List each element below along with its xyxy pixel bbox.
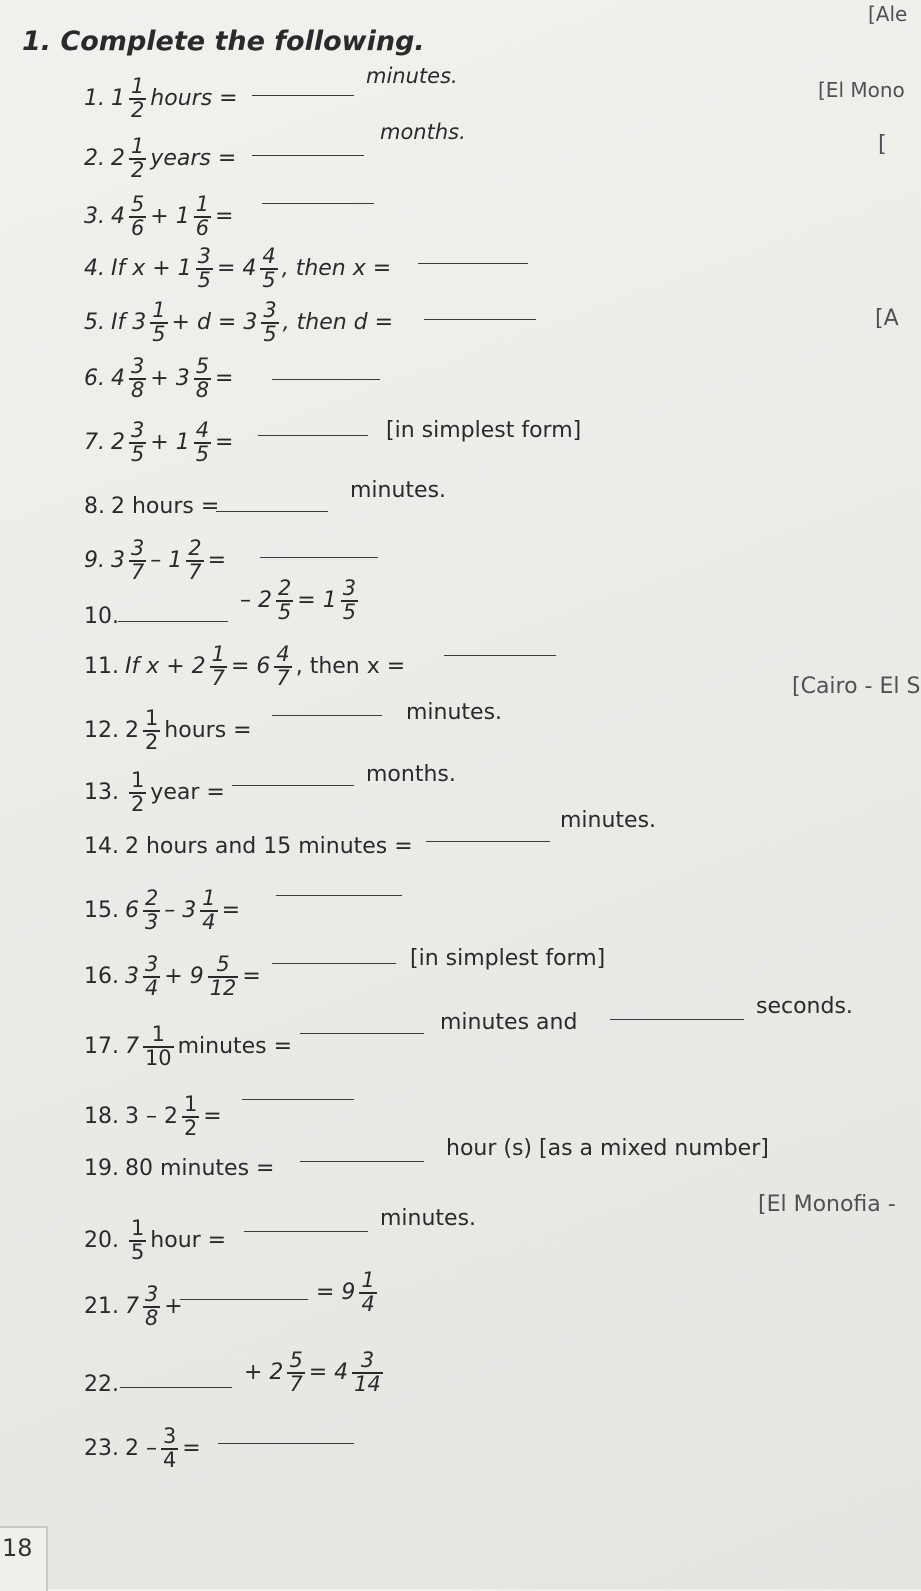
unit-label: minutes.: [350, 478, 447, 503]
answer-blank[interactable]: [252, 94, 354, 96]
operator: + 1: [150, 430, 190, 456]
question-19: [84, 1156, 274, 1181]
equals: =: [215, 204, 234, 230]
page-title: 1. Complete the following.: [22, 26, 425, 57]
answer-blank[interactable]: [272, 714, 382, 716]
side-note: [Ale: [868, 2, 908, 26]
question-20: [84, 1218, 226, 1264]
question-21: [84, 1284, 183, 1330]
question-10-expression: [240, 578, 362, 624]
answer-blank[interactable]: [300, 1160, 424, 1162]
question-number: 16.: [84, 964, 119, 990]
whole: 2: [111, 430, 125, 456]
expression: hours =: [150, 86, 238, 112]
question-12: [84, 708, 252, 754]
unit-label: seconds.: [756, 994, 853, 1019]
answer-blank[interactable]: [120, 1386, 232, 1388]
equals: =: [221, 898, 241, 924]
answer-blank[interactable]: [218, 1442, 354, 1444]
question-number: 22.: [84, 1372, 119, 1397]
question-14: [84, 834, 413, 859]
question-11: [84, 644, 405, 690]
expression: If x + 2: [125, 654, 206, 680]
unit-label: months.: [380, 120, 466, 144]
fraction: $\frac{3}{5}$: [131, 418, 145, 466]
operator: – 1: [150, 548, 183, 574]
expression: years =: [150, 146, 237, 172]
whole: 4: [111, 204, 125, 230]
fraction: $\frac{5}{12}$: [209, 952, 237, 1000]
question-6: [84, 356, 233, 402]
expression: , then x =: [281, 256, 392, 282]
whole: 3: [111, 548, 125, 574]
fraction: $\frac{3}{14}$: [354, 1348, 381, 1396]
question-4: [84, 246, 391, 292]
fraction: $\frac{3}{8}$: [145, 1282, 159, 1330]
fraction: $\frac{1}{6}$: [195, 192, 210, 240]
expression: , then d =: [282, 310, 394, 336]
question-3: [84, 194, 233, 240]
unit-label: minutes.: [380, 1206, 477, 1231]
whole: 4: [111, 366, 125, 392]
fraction: $\frac{3}{4}$: [145, 952, 159, 1000]
expression: minutes =: [177, 1034, 293, 1060]
expression: + d = 3: [171, 310, 258, 336]
operator: – 3: [164, 898, 197, 924]
answer-blank[interactable]: [424, 318, 536, 320]
expression: hours =: [164, 718, 252, 744]
answer-blank[interactable]: [272, 378, 380, 380]
fraction: $\frac{3}{7}$: [131, 536, 145, 584]
answer-blank[interactable]: [260, 556, 378, 558]
expression: 2 –: [125, 1436, 157, 1462]
side-note: [: [878, 132, 887, 157]
question-5: [84, 300, 393, 346]
unit-label: minutes and: [440, 1010, 578, 1035]
answer-blank[interactable]: [272, 962, 396, 964]
question-number: 14.: [84, 834, 119, 859]
question-number: 4.: [84, 256, 105, 282]
fraction: $\frac{1}{2}$: [145, 706, 159, 754]
expression: = 4: [308, 1360, 349, 1386]
expression: If x + 1: [111, 256, 192, 282]
expression: year =: [150, 780, 225, 806]
whole: 2: [111, 146, 125, 172]
operator: – 2: [240, 588, 272, 614]
instruction-note: [in simplest form]: [386, 418, 582, 443]
fraction: $\frac{1}{4}$: [361, 1268, 375, 1316]
unit-label: hour (s) [as a mixed number]: [446, 1136, 769, 1161]
fraction: $\frac{5}{6}$: [131, 192, 145, 240]
answer-blank[interactable]: [242, 1098, 354, 1100]
answer-blank[interactable]: [244, 1230, 368, 1232]
question-13: [84, 770, 225, 816]
side-note: [El Monofia -: [758, 1192, 896, 1217]
answer-blank[interactable]: [252, 154, 364, 156]
page-number: 18: [2, 1534, 33, 1562]
question-number: 2.: [84, 146, 105, 172]
equals: =: [215, 366, 234, 392]
question-number: 21.: [84, 1294, 119, 1320]
expression: , then x =: [295, 654, 406, 680]
answer-blank[interactable]: [276, 894, 402, 896]
equals: =: [182, 1436, 201, 1462]
operator: + 3: [150, 366, 190, 392]
answer-blank[interactable]: [180, 1298, 308, 1300]
answer-blank[interactable]: [216, 510, 328, 512]
equals: =: [215, 430, 234, 456]
question-22-expression: [244, 1350, 387, 1396]
expression: 2 hours =: [111, 494, 220, 519]
expression: = 4: [216, 256, 257, 282]
fraction: $\frac{3}{5}$: [263, 298, 277, 346]
operator: + 9: [164, 964, 204, 990]
whole: 2: [125, 718, 139, 744]
question-number: 3.: [84, 204, 105, 230]
equals: =: [207, 548, 227, 574]
question-number: 8.: [84, 494, 105, 519]
operator: +: [164, 1294, 183, 1320]
question-number: 12.: [84, 718, 119, 744]
question-number: 9.: [84, 548, 105, 574]
question-number: 10.: [84, 604, 119, 629]
fraction: $\frac{1}{4}$: [202, 886, 216, 934]
question-2: [84, 136, 236, 182]
fraction: $\frac{1}{5}$: [152, 298, 166, 346]
operator: + 2: [244, 1360, 284, 1386]
answer-blank[interactable]: [444, 654, 556, 656]
answer-blank[interactable]: [232, 784, 354, 786]
fraction: $\frac{3}{5}$: [197, 244, 211, 292]
question-number: 5.: [84, 310, 105, 336]
question-number: 20.: [84, 1228, 119, 1254]
expression: = 9: [316, 1280, 356, 1306]
answer-blank[interactable]: [610, 1018, 744, 1020]
question-number: 11.: [84, 654, 119, 680]
question-number: 6.: [84, 366, 105, 392]
whole: 7: [125, 1034, 139, 1060]
fraction: $\frac{3}{8}$: [131, 354, 145, 402]
fraction: $\frac{3}{4}$: [163, 1424, 177, 1472]
question-16: [84, 954, 261, 1000]
question-23: [84, 1426, 201, 1472]
question-21-result: [316, 1270, 381, 1316]
fraction: $\frac{5}{7}$: [289, 1348, 303, 1396]
instruction-note: [in simplest form]: [410, 946, 606, 971]
question-1: [84, 76, 238, 122]
whole: 3: [125, 964, 139, 990]
expression: = 6: [230, 654, 271, 680]
question-18: [84, 1094, 222, 1140]
unit-label: months.: [366, 762, 456, 787]
side-note: [A: [875, 306, 899, 331]
question-9: [84, 538, 226, 584]
equals: =: [242, 964, 261, 990]
operator: +: [150, 204, 169, 230]
question-number: 1.: [84, 86, 105, 112]
question-15: [84, 888, 240, 934]
question-number: 19.: [84, 1156, 119, 1181]
question-17: [84, 1024, 292, 1070]
answer-blank[interactable]: [426, 840, 550, 842]
fraction: $\frac{2}{5}$: [278, 576, 292, 624]
answer-blank[interactable]: [258, 434, 368, 436]
fraction: $\frac{3}{5}$: [342, 576, 357, 624]
question-number: 18.: [84, 1104, 119, 1130]
expression: hour =: [150, 1228, 227, 1254]
whole: 7: [125, 1294, 139, 1320]
side-note: [Cairo - El S: [792, 674, 921, 699]
answer-blank[interactable]: [418, 262, 528, 264]
question-number: 17.: [84, 1034, 119, 1060]
expression: 2 hours and 15 minutes =: [125, 834, 413, 859]
fraction: $\frac{4}{5}$: [262, 244, 276, 292]
question-10: [84, 604, 125, 629]
answer-blank[interactable]: [118, 620, 228, 622]
unit-label: minutes.: [560, 808, 657, 833]
fraction: $\frac{1}{2}$: [131, 74, 145, 122]
question-number: 23.: [84, 1436, 119, 1462]
question-8: [84, 494, 219, 519]
unit-label: minutes.: [406, 700, 503, 725]
question-7: [84, 420, 233, 466]
fraction: $\frac{1}{2}$: [183, 1092, 198, 1140]
page-number-box: [0, 1526, 48, 1591]
fraction: $\frac{4}{5}$: [195, 418, 210, 466]
expression: If 3: [111, 310, 147, 336]
fraction: $\frac{2}{3}$: [145, 886, 159, 934]
expression: 3 – 2: [125, 1104, 178, 1130]
expression: = 1: [297, 588, 337, 614]
whole: 1: [111, 86, 125, 112]
fraction: $\frac{1}{10}$: [145, 1022, 172, 1070]
answer-blank[interactable]: [300, 1032, 424, 1034]
fraction: $\frac{1}{5}$: [131, 1216, 145, 1264]
fraction: $\frac{4}{7}$: [276, 642, 290, 690]
whole: 1: [175, 204, 190, 230]
fraction: $\frac{1}{7}$: [211, 642, 225, 690]
expression: 80 minutes =: [125, 1156, 275, 1181]
question-number: 15.: [84, 898, 119, 924]
fraction: $\frac{2}{7}$: [188, 536, 202, 584]
question-22: [84, 1372, 125, 1397]
answer-blank[interactable]: [262, 202, 374, 204]
fraction: $\frac{1}{2}$: [131, 768, 145, 816]
fraction: $\frac{1}{2}$: [131, 134, 145, 182]
unit-label: minutes.: [366, 64, 458, 88]
equals: =: [203, 1104, 222, 1130]
fraction: $\frac{5}{8}$: [195, 354, 210, 402]
question-number: 7.: [84, 430, 105, 456]
side-note: [El Mono: [818, 78, 905, 102]
question-number: 13.: [84, 780, 119, 806]
whole: 6: [125, 898, 139, 924]
